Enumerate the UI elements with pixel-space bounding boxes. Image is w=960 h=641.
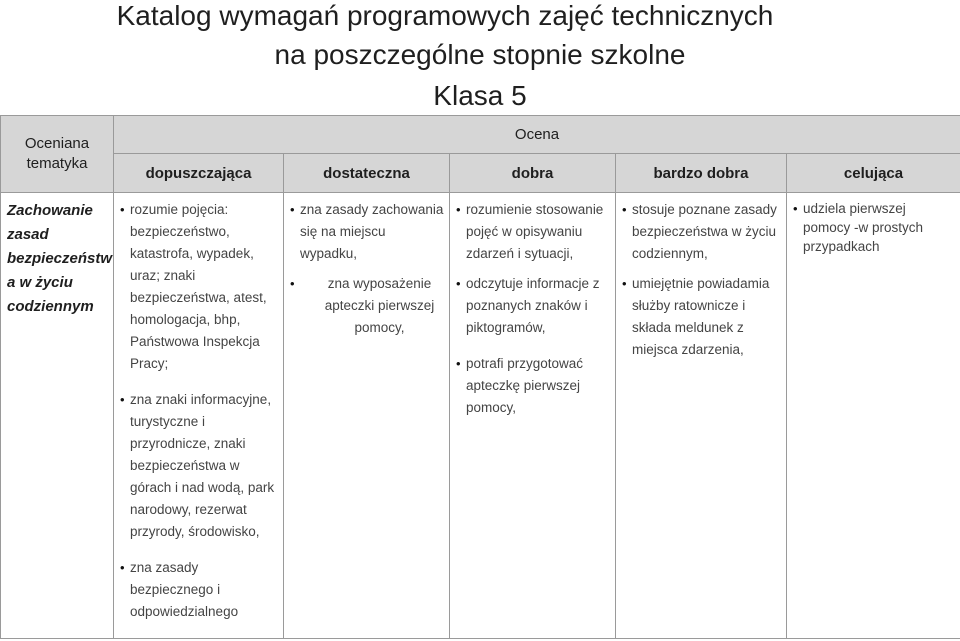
item-text: rozumie pojęcia: bezpieczeństwo, katastrofa, wypadek, uraz; znaki bezpieczeństwa, atest, homologacja, bhp, Państwowa Inspekcja Pracy; [130, 202, 267, 371]
bullet-icon: • [622, 276, 627, 291]
list-item [456, 273, 611, 339]
cell-dopuszczajaca [114, 193, 284, 639]
header-grade-dopuszczajaca: dopuszczająca [114, 154, 284, 193]
list-item [120, 389, 279, 543]
item-text: udziela pierwszej pomocy -w prostych przypadkach [803, 201, 924, 254]
list-item [290, 273, 445, 339]
list-item [120, 199, 279, 375]
header-grade-dostateczna: dostateczna [284, 154, 450, 193]
item-text: rozumienie stosowanie pojęć w opisywaniu zdarzeń i sytuacji, [466, 202, 604, 261]
bullet-icon: • [120, 392, 125, 407]
item-text: umiejętnie powiadamia służby ratownicze i składa meldunek z miejsca zdarzenia, [632, 276, 770, 357]
header-grade-celujaca: celująca [787, 154, 960, 193]
requirements-table [0, 115, 960, 639]
bullet-icon: • [456, 202, 461, 217]
bullet-icon: • [622, 202, 627, 217]
header-ocena: Ocena [114, 116, 960, 154]
bullet-icon: • [793, 201, 798, 216]
list-item [793, 199, 956, 256]
bullet-icon: • [456, 276, 461, 291]
header-grade-dobra: dobra [450, 154, 616, 193]
item-text: zna wyposażenie apteczki pierwszej pomocy, [324, 276, 435, 335]
bullet-icon: • [120, 560, 125, 575]
item-text: zna znaki informacyjne, turystyczne i przyrodnicze, znaki bezpieczeństwa w górach i nad wodą, park narodowy, rezerwat przyrody, środowisko, [130, 392, 275, 539]
item-text: odczytuje informacje z poznanych znaków i piktogramów, [466, 276, 600, 335]
header-topic: Oceniana tematyka [1, 116, 114, 193]
topic-cell: Zachowanie zasad bezpieczeństw a w życiu codziennym [1, 193, 114, 639]
item-text: potrafi przygotować apteczkę pierwszej pomocy, [466, 356, 584, 415]
page-title: Katalog wymagań programowych zajęć technicznych [116, 0, 774, 31]
header-grade-bardzo-dobra: bardzo dobra [616, 154, 787, 193]
bullet-icon: • [290, 276, 295, 291]
cell-bardzo-dobra [616, 193, 787, 639]
list-item [622, 199, 782, 265]
cell-dostateczna [284, 193, 450, 639]
item-text: stosuje poznane zasady bezpieczeństwa w życiu codziennym, [632, 202, 777, 261]
bullet-icon: • [290, 202, 295, 217]
list-item [456, 199, 611, 265]
cell-celujaca [787, 193, 960, 639]
list-item [622, 273, 782, 361]
class-title: Klasa 5 [433, 80, 527, 111]
page-subtitle: na poszczególne stopnie szkolne [274, 39, 686, 70]
item-text: zna zasady zachowania się na miejscu wypadku, [300, 202, 444, 261]
bullet-icon: • [456, 356, 461, 371]
list-item [456, 353, 611, 419]
cell-dobra [450, 193, 616, 639]
list-item [120, 557, 279, 623]
item-text: zna zasady bezpiecznego i odpowiedzialnego [130, 560, 239, 619]
list-item [290, 199, 445, 265]
bullet-icon: • [120, 202, 125, 217]
